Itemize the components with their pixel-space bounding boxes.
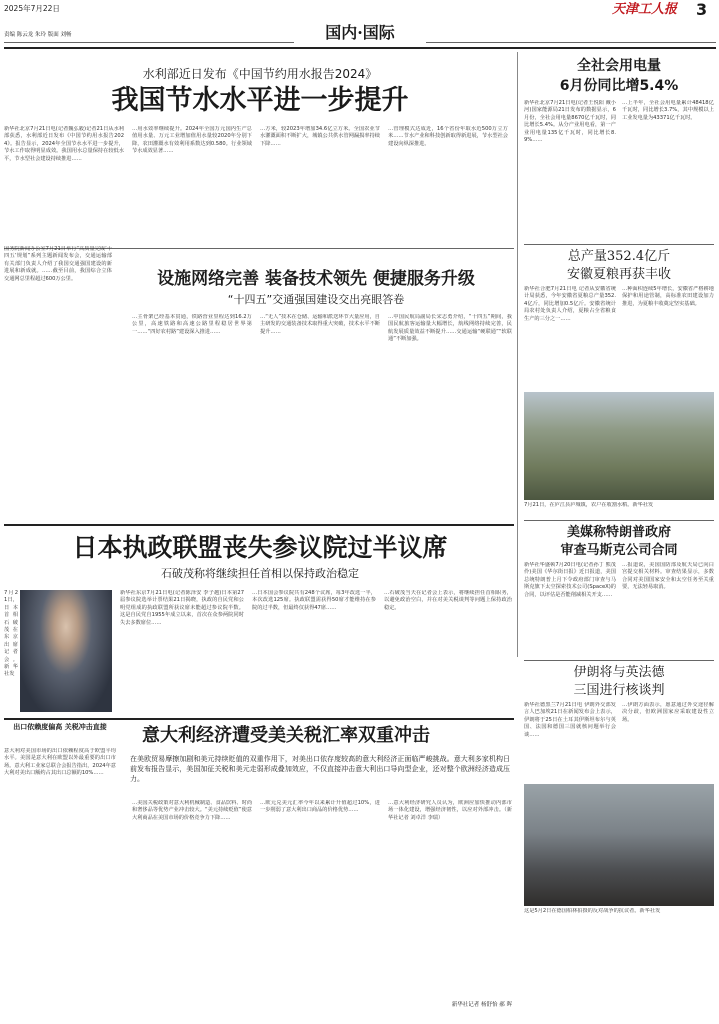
water-col-3: …方米，较2023年增加34.6亿立方米。全国农业节水灌溉面积不断扩大，城镇公共供水管网漏损率持续下降…… <box>260 126 380 147</box>
network-col-2: …主骨架已经基本贯通，铁路营业里程达到16.2万公里，高速铁路和高速公路里程稳居世界第一……“四好农村路”建设深入推进…… <box>132 314 252 335</box>
header-rule-right <box>426 42 716 43</box>
network-subhead: “十四五”交通强国建设交出亮眼答卷 <box>227 293 405 306</box>
italy-col-4: …意大利经济研究人员认为，欧洲应加快推动内部市场一体化建设，增强经济韧性，以应对外部冲击。（新华社记者 刘卓洋 李瑞） <box>388 800 512 821</box>
japan-top-rule <box>4 524 514 526</box>
japan-col-1: 新华社东京7月21日电(记者陈泽安 李子越)日本第27届参议院选举计票结果21日揭晓，执政的自民党和公明党组成的执政联盟所获议席未能超过参议院半数。这是自民党自1955年成立以来，首次在众参两院同时失去多数席位…… <box>120 590 244 626</box>
power-grain-rule <box>524 244 714 245</box>
spacex-top-rule <box>524 520 714 521</box>
power-col-2: …上半年，全社会用电量累计48418亿千瓦时，同比增长3.7%，其中规模以上工业发电量为43371亿千瓦时。 <box>622 100 714 121</box>
network-headline: 设施网络完善 装备技术领先 便捷服务升级 <box>157 269 475 289</box>
iran-col-1: 新华社德黑兰7月21日电 伊朗外交部发言人巴加埃21日在新闻发布会上表示，伊朗将于25日在土耳其伊斯坦布尔与英国、法国和德国三国就核问题举行会谈…… <box>524 702 616 738</box>
water-col-1: 新华社北京7月21日电(记者魏弘毅)记者21日从水利部获悉，水利部近日发布《中国节约用水报告2024》。报告显示，2024年全国节水水平进一步提升，节水工作取得明显成效。我国用水总量保持在较低水平，节水型社会建设持续推进…… <box>4 126 124 162</box>
protest-photo-caption: 这是5月2日在德国柏林拍摄的反对战争的抗议者。新华社发 <box>524 908 661 914</box>
grain-harvest-photo <box>524 392 714 500</box>
power-col-1: 新华社北京7月21日电(记者王悦阳 戴小河)国家能源局21日发布的数据显示，6月份，全社会用电量8670亿千瓦时，同比增长5.4%。从分产业用电看，第一产业用电量135亿千瓦时，同比增长8.9%…… <box>524 100 616 144</box>
power-headline: 全社会用电量 6月份同比增5.4% <box>559 58 679 94</box>
header-rule-left <box>4 42 294 43</box>
italy-byline: 新华社记者 杨舒怡 郝 晖 <box>451 1002 512 1008</box>
water-col-2: …用水效率继续提升。2024年全国万元国内生产总值用水量、万元工业增加值用水量较2020年分别下降，农田灌溉水有效利用系数达到0.580。行业领域节水成效显著…… <box>132 126 252 155</box>
network-col-3: …“无人”技术在仓储、运输和派送环节大量应用，自主研发的交通装备技术取得重大突破，技术水平不断提升…… <box>260 314 380 335</box>
iran-headline: 伊朗将与英法德 三国进行核谈判 <box>573 665 665 698</box>
italy-top-rule <box>4 718 514 720</box>
japan-photo-caption: 7月21日，日本首相石破茂在东京出席记者会。新华社发 <box>4 590 18 678</box>
page-editors: 责编 陈云龙 朱玲 版面 刘畅 <box>4 32 72 38</box>
water-kicker: 水利部近日发布《中国节约用水报告2024》 <box>142 67 378 81</box>
page-date: 2025年7月22日 <box>4 4 60 13</box>
header-double-rule <box>4 47 716 49</box>
newspaper-name: 天津工人报 <box>612 2 678 17</box>
italy-side-head: 出口依赖度偏高 关税冲击直接 <box>13 723 107 731</box>
iran-top-rule <box>524 660 714 661</box>
water-col-4: …管理模式达成近，16个省份年取水近500万立方米……节水产业和科技创新取得新进展，节水型社会建设向纵深推进。 <box>388 126 508 147</box>
japan-headline: 日本执政联盟丧失参议院过半议席 <box>72 533 448 562</box>
japan-subhead: 石破茂称将继续担任首相以保持政治稳定 <box>161 567 359 580</box>
section-title: 国内·国际 <box>325 23 395 42</box>
italy-col-3: …欧元兑美元汇率今年以来累计升值超过10%，进一步削弱了意大利出口商品的价格优势…… <box>260 800 380 814</box>
japan-col-2: …日本国会参议院共有248个议席，每3年改选一半，本次改选125席。执政联盟需获得50席才能维持在参院的过半数，但最终仅获得47席…… <box>252 590 376 611</box>
ishiba-photo <box>20 590 112 712</box>
spacex-col-1: 新华社华盛顿7月20日电(记者孙丁 熊茂伶)美国《华尔街日报》近日报道，美国总统特朗普上月下令政府部门审查与马斯克旗下太空探索技术公司(SpaceX)的合同，以评估是否能削减相关开支…… <box>524 562 616 598</box>
grain-col-2: …种面积连续5年增长，安徽省严格耕地保护和用途管制，高标准农田建设加力推进，为夏粮丰收奠定坚实基础。 <box>622 286 714 307</box>
grain-headline: 总产量352.4亿斤 安徽夏粮再获丰收 <box>566 249 671 282</box>
network-col-4: …中国民航局副局长宋志勇介绍，“十四五”期间，我国民航旅客运输量大幅增长，航线网络持续完善，民航发展质量效益不断提升……交通运输“硬联通”“软联通”不断加强。 <box>388 314 512 343</box>
page-number: 3 <box>696 0 708 19</box>
spacex-col-2: …报道说，美国国防部及航天局已向白宫提交相关材料。审查结果显示，多数合同对美国国家安全和太空任务至关重要，无法轻易取消。 <box>622 562 714 591</box>
grain-col-1: 新华社合肥7月21日电 记者从安徽省统计局获悉，今年安徽省夏粮总产量352.4亿斤，同比增加0.5亿斤。安徽省统计局农村处负责人介绍，夏粮占全省粮食生产的三分之一…… <box>524 286 616 322</box>
protest-photo <box>524 784 714 906</box>
japan-col-3: …石破茂当天在记者会上表示，将继续担任首相职务，以避免政治空白，并在对美关税谈判等问题上保持政治稳定。 <box>384 590 512 611</box>
italy-lead: 在美欧贸易摩擦加剧和美元持续贬值的双重作用下，对美出口依存度较高的意大利经济正面临严峻挑战。意大利多家机构日前发布报告显示，美国加征关税和美元走弱形成叠加效应，不仅直接冲击意大利出口导向型企业，还对整个欧洲经济造成压力。 <box>130 755 510 783</box>
spacex-headline: 美媒称特朗普政府 审查马斯克公司合同 <box>560 525 678 558</box>
iran-col-2: …伊朗方面表示，愿意通过外交途径解决分歧，但欧洲国家应采取建设性立场。 <box>622 702 714 723</box>
network-col-1: 国务院新闻办公室7月21日举行“高质量完成‘十四五’规划”系列主题新闻发布会，交通运输部有关部门负责人介绍了我国交通强国建设的新进展和新成就。……截至目前，我国综合立体交通网总里程超过600万公里。 <box>4 246 112 282</box>
water-headline: 我国节水水平进一步提升 <box>111 85 409 116</box>
italy-headline: 意大利经济遭受美关税汇率双重冲击 <box>142 725 430 746</box>
italy-col-1: 意大利对美国市场的出口依赖程度高于欧盟平均水平。美国是意大利在欧盟以外最重要的出口市场。意大利工业家总联合会报告指出，2024年意大利对美出口额约占其出口总额的10%…… <box>4 748 116 777</box>
italy-col-2: …美国关税政策对意大利机械制造、食品饮料、时尚和奢侈品等优势产业冲击较大。“美元持续贬值”使意大利商品在美国市场的价格竞争力下降…… <box>132 800 252 821</box>
grain-photo-caption: 7月21日，在庐江县庐城镇，农户在收割水稻。新华社发 <box>524 502 654 508</box>
right-column-divider <box>517 52 518 657</box>
